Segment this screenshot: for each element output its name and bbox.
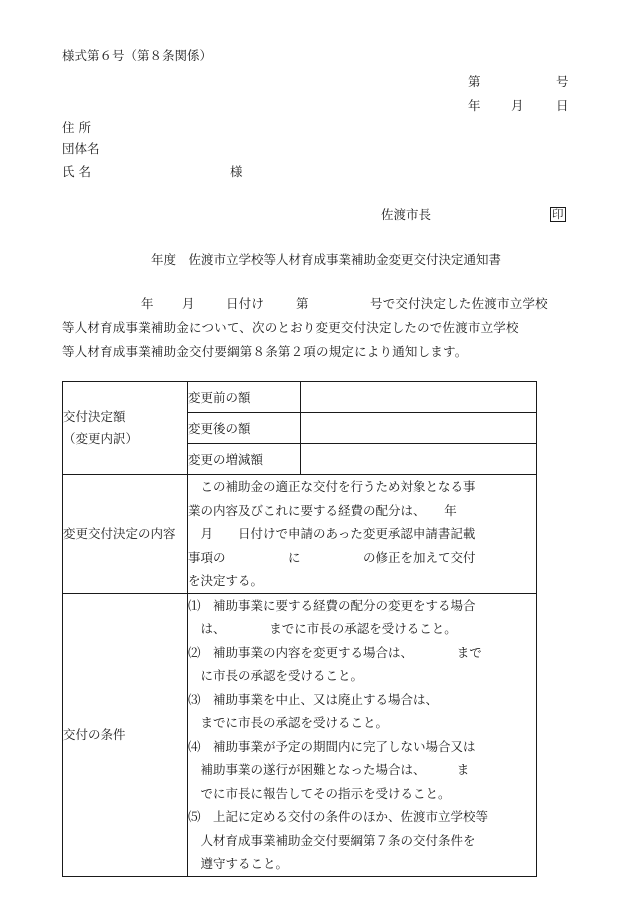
seal-stamp: 印 bbox=[552, 207, 564, 221]
before-amount-label: 変更前の額 bbox=[188, 382, 301, 413]
content-line: 業の内容及びこれに要する経費の配分は、 年 bbox=[188, 502, 457, 518]
condition-line: ⑶ 補助事業を中止、又は廃止する場合は、 bbox=[188, 691, 439, 707]
condition-line: ⑵ 補助事業の内容を変更する場合は、 まで bbox=[188, 644, 482, 660]
content-label: 変更交付決定の内容 bbox=[63, 475, 188, 594]
recipient-honorific: 様 bbox=[230, 164, 243, 179]
form-id: 様式第６号（第８条関係） bbox=[62, 48, 213, 63]
condition-line: に市長の承認を受けること。 bbox=[188, 668, 364, 683]
recipient-name: 氏 名 bbox=[62, 164, 91, 179]
condition-line: までに市長の承認を受けること。 bbox=[188, 715, 389, 730]
amount-label-sub: （変更内訳） bbox=[63, 431, 139, 446]
content-text bbox=[188, 475, 537, 594]
change-amount-label: 変更の増減額 bbox=[188, 444, 301, 475]
after-amount-label: 変更後の額 bbox=[188, 413, 301, 444]
condition-line: ⑴ 補助事業に要する経費の配分の変更をする場合 bbox=[188, 597, 476, 613]
condition-line: 遵守すること。 bbox=[188, 856, 289, 871]
body-line-1-year: 年 bbox=[141, 296, 154, 311]
content-line: 事項の に の修正を加えて交付 bbox=[188, 549, 476, 565]
body-line-1-date: 日付け bbox=[226, 296, 265, 311]
content-line: この補助金の適正な交付を行うため対象となる事 bbox=[188, 479, 476, 494]
body-line-2: 等人材育成事業補助金について、次のとおり変更交付決定したので佐渡市立学校 bbox=[62, 320, 519, 335]
doc-no-suffix: 号 bbox=[556, 74, 569, 89]
body-line-1-month: 月 bbox=[182, 296, 195, 311]
condition-line: でに市長に報告してその指示を受けること。 bbox=[188, 785, 451, 801]
date-day: 日 bbox=[556, 98, 569, 113]
conditions-label: 交付の条件 bbox=[63, 593, 188, 876]
condition-line: ⑷ 補助事業が予定の期間内に完了しない場合又は bbox=[188, 738, 476, 754]
body-line-1-dai: 第 bbox=[296, 296, 309, 311]
condition-line: ⑸ 上記に定める交付の条件のほか、佐渡市立学校等 bbox=[188, 809, 489, 824]
conditions-text bbox=[188, 593, 537, 876]
date-month: 月 bbox=[511, 98, 524, 113]
doc-no-prefix: 第 bbox=[468, 74, 481, 89]
condition-line: 補助事業の遂行が困難となった場合は、 ま bbox=[188, 762, 470, 777]
condition-line: 人材育成事業補助金交付要綱第７条の交付条件を bbox=[188, 832, 476, 848]
decision-table bbox=[62, 381, 537, 877]
issuer-title: 佐渡市長 bbox=[381, 207, 432, 222]
content-line: 月 日付けで申請のあった変更承認申請書記載 bbox=[188, 526, 476, 541]
recipient-org: 団体名 bbox=[62, 141, 100, 156]
before-amount-value bbox=[301, 382, 537, 413]
amount-label-cell bbox=[63, 382, 188, 475]
content-line: を決定する。 bbox=[188, 573, 264, 588]
amount-label: 交付決定額 bbox=[63, 409, 126, 424]
document-title: 年度 佐渡市立学校等人材育成事業補助金変更交付決定通知書 bbox=[151, 252, 502, 267]
body-line-1-rest: 号で交付決定した佐渡市立学校 bbox=[370, 296, 548, 311]
after-amount-value bbox=[301, 413, 537, 444]
recipient-address: 住 所 bbox=[62, 120, 91, 135]
change-amount-value bbox=[301, 444, 537, 475]
date-year: 年 bbox=[468, 98, 481, 113]
condition-line: は、 までに市長の承認を受けること。 bbox=[188, 621, 457, 636]
body-line-3: 等人材育成事業補助金交付要綱第８条第２項の規定により通知します。 bbox=[62, 344, 468, 359]
